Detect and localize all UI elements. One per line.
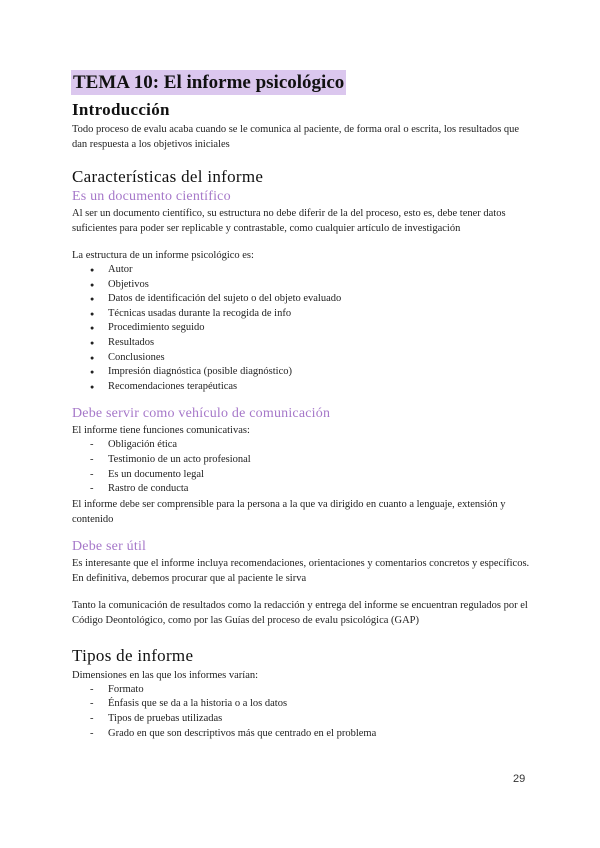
list-item: ● Técnicas usadas durante la recogida de info bbox=[72, 307, 532, 322]
section-heading-caracteristicas: Características del informe bbox=[72, 167, 264, 186]
comprensible-paragraph: El informe debe ser comprensible para la persona a la que va dirigido en cuanto a lenguaje, extensión y contenido bbox=[72, 498, 506, 525]
regulacion-paragraph: Tanto la comunicación de resultados como la redacción y entrega del informe se encuentran regulados por el Código Deontológico, como por las Guías del proceso de evalu psicológica (GAP) bbox=[72, 599, 528, 626]
estructura-list-intro: La estructura de un informe psicológico es: bbox=[72, 250, 254, 261]
list-item: - Grado en que son descriptivos más que centrado en el problema bbox=[72, 727, 532, 742]
util-paragraph: Es interesante que el informe incluya recomendaciones, orientaciones y comentarios concretos y específicos. En definitiva, debemos procurar que al paciente le sirva bbox=[72, 557, 530, 584]
estructura-list bbox=[72, 263, 532, 394]
funciones-list-intro: El informe tiene funciones comunicativas: bbox=[72, 425, 250, 437]
list-item: ● Recomendaciones terapéuticas bbox=[72, 380, 532, 395]
list-item: ● Conclusiones bbox=[72, 351, 532, 366]
list-item: - Testimonio de un acto profesional bbox=[72, 453, 532, 468]
list-item: - Formato bbox=[72, 683, 532, 698]
list-item: - Rastro de conducta bbox=[72, 482, 532, 497]
subheading-vehiculo-comunicacion: Debe servir como vehículo de comunicación bbox=[72, 406, 331, 422]
list-item: ● Datos de identificación del sujeto o del objeto evaluado bbox=[72, 292, 532, 307]
list-item: ● Autor bbox=[72, 263, 532, 278]
section-heading-tipos: Tipos de informe bbox=[72, 645, 194, 665]
list-item: ● Impresión diagnóstica (posible diagnóstico) bbox=[72, 365, 532, 380]
documento-cientifico-paragraph: Al ser un documento científico, su estructura no debe diferir de la del proceso, esto es, debe tener datos suficientes para poder ser replicable y contrastable, como cualquier artículo de investigación bbox=[72, 208, 506, 234]
page-number: 29 bbox=[513, 773, 526, 785]
funciones-list bbox=[72, 438, 532, 496]
list-item: ● Resultados bbox=[72, 336, 532, 351]
dimensiones-list bbox=[72, 683, 532, 741]
list-item: - Énfasis que se da a la historia o a los datos bbox=[72, 697, 532, 712]
document-page bbox=[72, 70, 532, 741]
intro-paragraph: Todo proceso de evalu acaba cuando se le comunica al paciente, de forma oral o escrita, los resultados que dan respuesta a los objetivos iniciales bbox=[72, 124, 520, 150]
list-item: - Es un documento legal bbox=[72, 468, 532, 483]
dimensiones-list-intro: Dimensiones en las que los informes varían: bbox=[72, 669, 259, 681]
subheading-documento-cientifico: Es un documento científico bbox=[72, 189, 231, 204]
list-item: - Tipos de pruebas utilizadas bbox=[72, 712, 532, 727]
list-item: ● Procedimiento seguido bbox=[72, 321, 532, 336]
page-title: TEMA 10: El informe psicológico bbox=[73, 72, 345, 93]
list-item: - Obligación ética bbox=[72, 438, 532, 453]
section-heading-introduccion: Introducción bbox=[72, 100, 170, 119]
subheading-debe-ser-util: Debe ser útil bbox=[72, 538, 147, 554]
list-item: ● Objetivos bbox=[72, 278, 532, 293]
